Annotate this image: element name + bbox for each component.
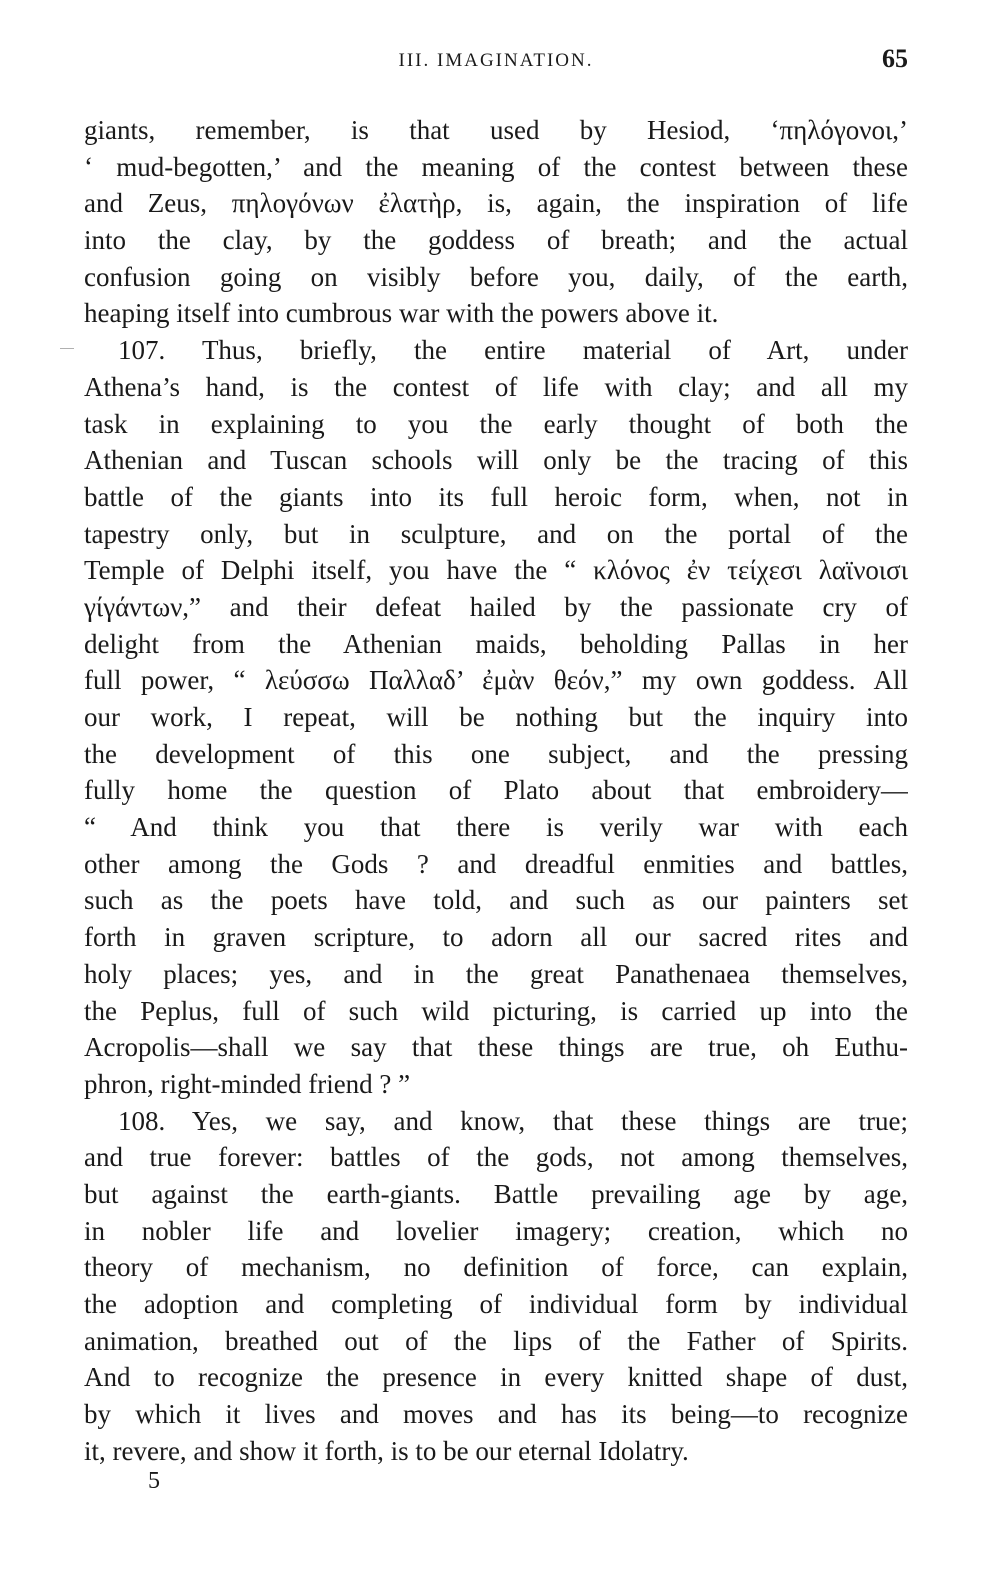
text-line: task in explaining to you the early thought of both the [84,408,908,439]
text-line: the development of this one subject, and the pressing [84,738,908,769]
text-line: it, revere, and show it forth, is to be our eternal Idolatry. [84,1435,689,1466]
text-line: delight from the Athenian maids, beholding Pallas in her [84,628,908,659]
text-line: tapestry only, but in sculpture, and on the portal of the [84,518,908,549]
paragraph-108-start: 108. Yes, we say, and know, that these things are true; [118,1105,908,1136]
text-line: into the clay, by the goddess of breath; and the actual [84,225,908,256]
text-line: in nobler life and lovelier imagery; creation, which no [84,1215,908,1246]
text-line: Temple of Delphi itself, you have the “ κλόνος ἐν τείχεσι λαϊνοισι [84,555,908,586]
text-line: forth in graven scripture, to adorn all our sacred rites and [84,922,908,953]
text-line: heaping itself into cumbrous war with the powers above it. [84,298,719,329]
text-line: Acropolis—shall we say that these things are true, oh Euthu- [84,1032,908,1063]
text-line: but against the earth-giants. Battle prevailing age by age, [84,1178,908,1209]
text-line: theory of mechanism, no definition of force, can explain, [84,1252,908,1283]
text-line: ‘ mud-begotten,’ and the meaning of the contest between these [84,151,908,182]
text-line: giants, remember, is that used by Hesiod, ‘πηλόγονοι,’ [84,115,908,145]
text-line: full power, “ λεύσσω Παλλαδ’ ἐμὰν θεόν,” my own goddess. All [84,665,908,696]
text-line: fully home the question of Plato about that embroidery— [84,775,908,806]
text-line: confusion going on visibly before you, daily, of the earth, [84,261,908,292]
running-head [84,44,908,80]
text-line: holy places; yes, and in the great Panathenaea themselves, [84,958,908,989]
text-line: battle of the giants into its full heroic form, when, not in [84,481,908,512]
text-line: And to recognize the presence in every knitted shape of dust, [84,1362,908,1393]
margin-mark [60,348,74,349]
running-title: III. IMAGINATION. [398,50,594,71]
text-line: and Zeus, πηλογόνων ἐλατὴρ, is, again, the inspiration of life [84,188,908,219]
text-line: Athenian and Tuscan schools will only be the tracing of this [84,445,908,476]
text-line: phron, right-minded friend ? ” [84,1068,411,1099]
signature-mark: 5 [148,1468,160,1494]
text-line: the Peplus, full of such wild picturing, is carried up into the [84,995,908,1026]
text-line: by which it lives and moves and has its being—to recognize [84,1399,908,1430]
text-line: animation, breathed out of the lips of the Father of Spirits. [84,1325,908,1356]
text-line: and true forever: battles of the gods, not among themselves, [84,1142,908,1173]
text-line: other among the Gods ? and dreadful enmities and battles, [84,848,908,879]
text-line: the adoption and completing of individual form by individual [84,1289,908,1319]
text-line: γίγάντων,” and their defeat hailed by the passionate cry of [84,591,908,622]
page-number: 65 [882,44,908,73]
body-text [84,112,908,1469]
text-line: our work, I repeat, will be nothing but the inquiry into [84,702,908,732]
text-line: such as the poets have told, and such as our painters set [84,885,908,916]
text-line: “ And think you that there is verily war with each [84,812,908,843]
text-line: Athena’s hand, is the contest of life with clay; and all my [84,371,908,402]
paragraph-107-start: 107. Thus, briefly, the entire material of Art, under [118,335,908,366]
